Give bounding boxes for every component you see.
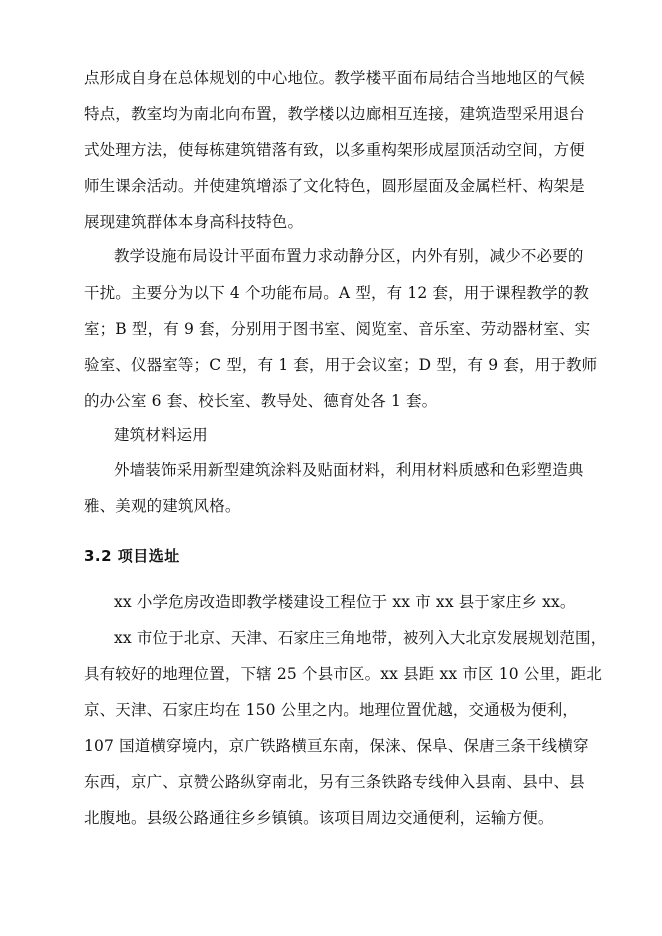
site-line-1: xx 市位于北京、天津、石家庄三角地带，被列入大北京发展规划范围，: [114, 629, 607, 647]
layout-line-3: 室；B 型，有 9 套，分别用于图书室、阅览室、音乐室、劳动器材室、实: [84, 320, 591, 338]
materials-line-1: 外墙装饰采用新型建筑涂料及贴面材料，利用材料质感和色彩塑造典: [114, 461, 584, 479]
intro-line-4: 师生课余活动。并使建筑增添了文化特色，圆形屋面及金属栏杆、构架是: [84, 177, 585, 195]
section-heading: 3.2 项目选址: [84, 547, 180, 565]
site-line-4: 107 国道横穿境内，京广铁路横亘东南，保涞、保阜、保唐三条干线横穿: [84, 737, 589, 755]
layout-line-2: 干扰。主要分为以下 4 个功能布局。A 型，有 12 套，用于课程教学的教: [84, 284, 589, 302]
site-line-3: 京、天津、石家庄均在 150 公里之内。地理位置优越，交通极为便利，: [84, 701, 579, 719]
intro-line-2: 特点，教室均为南北向布置，教学楼以边廊相互连接，建筑造型采用退台: [84, 105, 585, 123]
layout-line-1: 教学设施布局设计平面布置力求动静分区，内外有别，减少不必要的: [114, 247, 584, 265]
layout-line-5: 的办公室 6 套、校长室、教导处、德育处各 1 套。: [84, 392, 438, 410]
site-line-2: 具有较好的地理位置，下辖 25 个县市区。xx 县距 xx 市区 10 公里，距北: [84, 665, 603, 683]
intro-line-3: 式处理方法，使每栋建筑错落有致，以多重构架形成屋顶活动空间，方便: [84, 141, 585, 159]
intro-line-5: 展现建筑群体本身高科技特色。: [84, 213, 304, 231]
intro-line-1: 点形成自身在总体规划的中心地位。教学楼平面布局结合当地地区的气候: [84, 69, 585, 87]
layout-line-4: 验室、仪器室等；C 型，有 1 套，用于会议室；D 型，有 9 套，用于教师: [84, 356, 598, 374]
site-intro: xx 小学危房改造即教学楼建设工程位于 xx 市 xx 县于家庄乡 xx。: [114, 593, 576, 611]
site-line-5: 东西，京广、京赞公路纵穿南北，另有三条铁路专线伸入县南、县中、县: [84, 773, 585, 791]
materials-line-2: 雅、美观的建筑风格。: [84, 497, 241, 515]
materials-title: 建筑材料运用: [114, 426, 208, 444]
site-line-6: 北腹地。县级公路通往乡乡镇镇。该项目周边交通便利，运输方便。: [84, 809, 554, 827]
